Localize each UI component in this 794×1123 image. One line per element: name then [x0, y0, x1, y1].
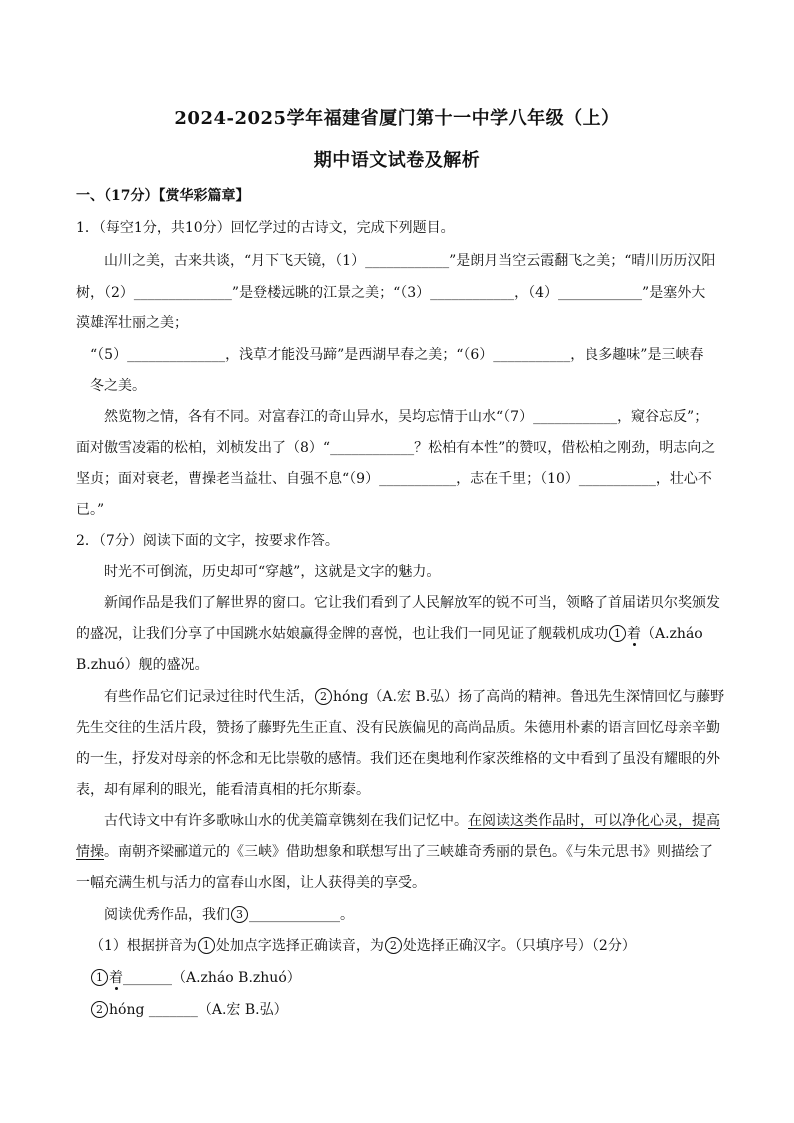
q1-p2-line2: 冬之美。 [90, 378, 146, 394]
q2-p3-line4: 表，却有犀利的眼光，能看清真相的托尔斯泰。 [76, 782, 370, 798]
q2-p2-line2-pinyin: （A.zháo [641, 626, 703, 642]
dotted-char-zhuo: 着 [627, 626, 641, 642]
q1-p3-line2: 面对傲雪凌霜的松柏，刘桢发出了（8）“____________？松柏有本性”的赞叹，借松柏之刚劲，明志向之 [76, 440, 716, 456]
circle-marker-1c: 1 [91, 969, 108, 986]
underlined-sentence-end: 情操 [76, 844, 104, 860]
q1-p3-line4: 已。” [76, 502, 105, 518]
q1-p1-line1: 山川之美，古来共谈，“月下飞天镜，（1）____________”是朗月当空云霞翻飞之美；“晴川历历汉阳 [104, 253, 716, 269]
q2-sub1-text-b: 处加点字选择正确读音，为 [215, 938, 384, 954]
q2-intro: 2．（7分）阅读下面的文字，按要求作答。 [76, 533, 339, 549]
q2-p2-line3: B.zhuó）舰的盛况。 [76, 657, 209, 673]
q1-p3-line1: 然览物之情，各有不同。对富春江的奇山异水，吴均忘情于山水“（7）____________，窥谷忘反”； [104, 409, 709, 425]
q1-p2-line1: “（5）______________，浅草才能没马蹄”是西湖早春之美；“（6）___________，良多趣味”是三峡春 [90, 347, 704, 363]
section-heading: 一、（17分）【赏华彩篇章】 [76, 188, 250, 204]
q2-answer-2 [90, 1000, 288, 1020]
circle-marker-1: 1 [609, 625, 626, 642]
q2-p4-line2 [76, 842, 713, 862]
title-line-2: 期中语文试卷及解析 [313, 150, 481, 171]
q2-p2-line1: 新闻作品是我们了解世界的窗口。它让我们看到了人民解放军的锐不可当，领略了首届诺贝尔奖颁发 [104, 595, 720, 611]
q2-answer-1 [90, 968, 301, 988]
title-line-1: 2024-2025学年福建省厦门第十一中学八年级（上） [174, 108, 620, 129]
q2-p2-line2-text: 的盛况，让我们分享了中国跳水姑娘赢得金牌的喜悦，也让我们一同见证了舰载机成功 [76, 626, 608, 642]
answer-2-blank: hóng _______（A.宏 B.弘） [109, 1002, 288, 1018]
q1-p1-line2: 树，（2）______________”是登楼远眺的江景之美；“（3）____________，（4）____________”是塞外大 [76, 285, 706, 301]
q2-p4-line1-text: 古代诗文中有许多歌咏山水的优美篇章镌刻在我们记忆中。 [104, 813, 468, 829]
q2-p3-line1 [104, 687, 724, 707]
circle-marker-1b: 1 [198, 937, 215, 954]
answer-1-blank: _______（A.zháo B.zhuó） [123, 970, 301, 986]
q2-p5-blank: _____________。 [249, 907, 354, 923]
circle-marker-2: 2 [315, 688, 332, 705]
q2-p3-line2: 先生交往的生活片段，赞扬了藤野先生正直、没有民族偏见的高尚品质。朱德用朴素的语言回忆母亲辛勤 [76, 720, 720, 736]
q2-sub1 [90, 936, 636, 956]
q2-p3-line1-text: 有些作品它们记录过往时代生活， [104, 689, 314, 705]
q2-p3-line1-rest: hóng（A.宏 B.弘）扬了高尚的精神。鲁迅先生深情回忆与藤野 [333, 689, 725, 705]
q1-p1-line3: 漠雄浑壮丽之美； [76, 315, 188, 331]
q2-p4-line1 [104, 811, 720, 831]
q2-p5 [104, 905, 354, 925]
q2-p4-line2-text: 。南朝齐梁郦道元的《三峡》借助想象和联想写出了三峡雄奇秀丽的景色。《与朱元思书》则描绘了 [104, 844, 713, 860]
q2-sub1-text-a: （1）根据拼音为 [90, 938, 197, 954]
q2-sub1-text-c: 处选择正确汉字。（只填序号）（2分） [402, 938, 636, 954]
q1-p3-line3: 坚贞；面对衰老，曹操老当益壮、自强不息“（9）___________，志在千里；（10）___________，壮心不 [76, 471, 712, 487]
circle-marker-3: 3 [231, 906, 248, 923]
q2-p5-text: 阅读优秀作品，我们 [104, 907, 230, 923]
q2-p4-line3: 一幅充满生机与活力的富春山水图，让人获得美的享受。 [76, 875, 426, 891]
circle-marker-2c: 2 [91, 1001, 108, 1018]
answer-1-char: 着 [109, 970, 123, 986]
q2-p3-line3: 的一生，抒发对母亲的怀念和无比崇敬的感情。我们还在奥地利作家茨维格的文中看到了虽没有耀眼的外 [76, 751, 720, 767]
underlined-sentence: 在阅读这类作品时，可以净化心灵，提高 [468, 813, 720, 829]
circle-marker-2b: 2 [385, 937, 402, 954]
q2-p1: 时光不可倒流，历史却可“穿越”，这就是文字的魅力。 [104, 564, 441, 580]
q1-intro: 1．（每空1分，共10分）回忆学过的古诗文，完成下列题目。 [76, 220, 455, 236]
q2-p2-line2 [76, 624, 703, 644]
